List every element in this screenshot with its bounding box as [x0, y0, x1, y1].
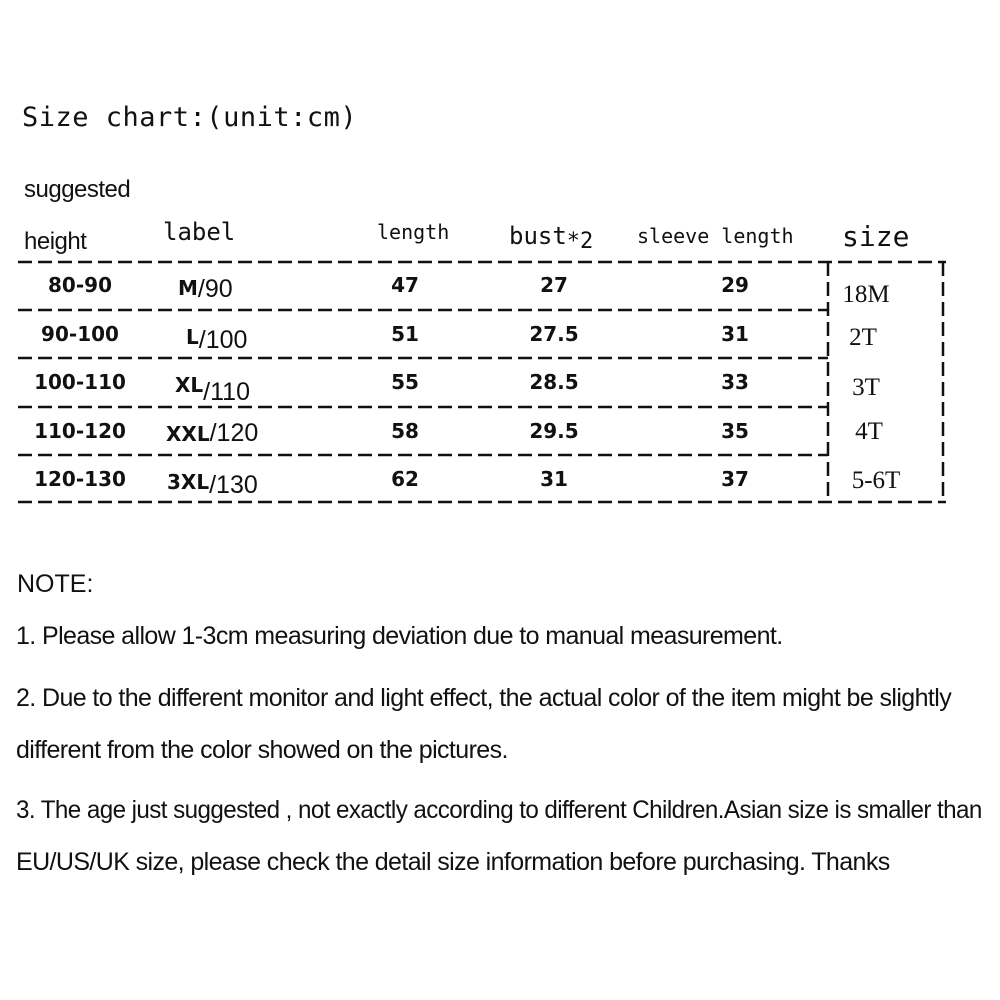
cell-height-2: 90-100	[41, 322, 119, 346]
header-height-line1: suggested	[24, 176, 131, 203]
header-size: size	[842, 220, 910, 253]
cell-sleeve-5: 37	[721, 467, 749, 491]
cell-height-4: 110-120	[34, 419, 126, 443]
cell-length-4: 58	[391, 419, 419, 443]
header-label: label	[163, 218, 236, 246]
bust-multiplier: *2	[566, 229, 594, 254]
cell-length-5: 62	[391, 467, 419, 491]
cell-bust-4: 29.5	[529, 419, 579, 443]
cell-size-4: 4T	[855, 418, 883, 445]
note-title: NOTE:	[17, 570, 94, 598]
note-line-4: 3. The age just suggested , not exactly according to different Children.Asian size is smaller than	[16, 796, 982, 824]
cell-bust-5: 31	[540, 467, 568, 491]
cell-size-3: 3T	[852, 374, 880, 401]
header-bust: bust*2	[509, 222, 594, 254]
cell-size-2: 2T	[849, 324, 877, 351]
cell-sleeve-4: 35	[721, 419, 749, 443]
cell-label-5: 3XL/130	[167, 470, 258, 499]
cell-sleeve-1: 29	[721, 273, 749, 297]
page-title: Size chart:(unit:cm)	[22, 102, 358, 133]
header-height-line2: height	[24, 228, 87, 255]
header-sleeve-length: sleeve length	[637, 224, 794, 248]
note-line-1: 1. Please allow 1-3cm measuring deviation due to manual measurement.	[16, 622, 783, 650]
cell-height-3: 100-110	[34, 370, 126, 394]
cell-length-2: 51	[391, 322, 419, 346]
cell-height-5: 120-130	[34, 467, 126, 491]
cell-length-1: 47	[391, 273, 419, 297]
cell-size-5: 5-6T	[851, 467, 901, 494]
cell-height-1: 80-90	[48, 273, 112, 297]
cell-label-2: L/100	[186, 325, 248, 354]
note-line-2: 2. Due to the different monitor and light effect, the actual color of the item might be slightly	[16, 684, 952, 712]
note-line-3: different from the color showed on the pictures.	[16, 736, 508, 764]
cell-size-1: 18M	[842, 281, 890, 308]
cell-sleeve-2: 31	[721, 322, 749, 346]
cell-label-1: M/90	[178, 275, 233, 303]
cell-bust-1: 27	[540, 273, 568, 297]
cell-sleeve-3: 33	[721, 370, 749, 394]
cell-label-3: XL/110	[175, 373, 250, 406]
cell-bust-2: 27.5	[529, 322, 579, 346]
cell-length-3: 55	[391, 370, 419, 394]
note-line-5: EU/US/UK size, please check the detail size information before purchasing. Thanks	[16, 848, 890, 876]
header-length: length	[377, 220, 450, 244]
cell-label-4: XXL/120	[166, 419, 259, 447]
cell-bust-3: 28.5	[529, 370, 579, 394]
